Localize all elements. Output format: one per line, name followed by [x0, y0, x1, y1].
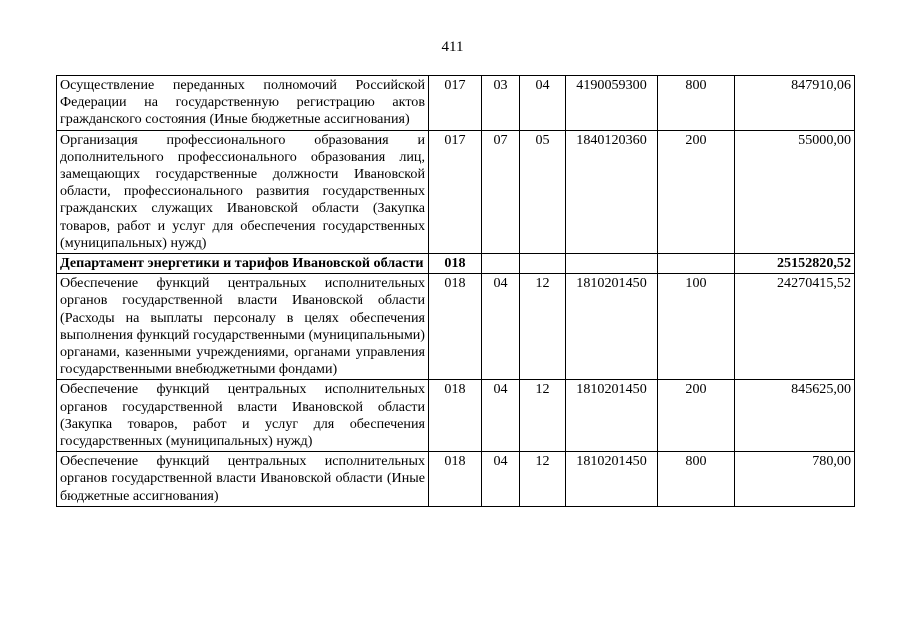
row-ministry-code: 018	[429, 274, 482, 380]
table-row	[57, 274, 855, 380]
row-amount: 845625,00	[735, 380, 855, 452]
department-row	[57, 254, 855, 274]
row-section-code: 07	[482, 130, 520, 253]
row-name: Обеспечение функций центральных исполнительных органов государственной власти Ивановской области (Иные бюджетные ассигнования)	[57, 452, 429, 507]
row-target-article: 1810201450	[566, 380, 658, 452]
row-subsection-code: 04	[520, 76, 566, 131]
row-section-code: 04	[482, 274, 520, 380]
row-target-article: 1810201450	[566, 274, 658, 380]
row-amount: 780,00	[735, 452, 855, 507]
row-target-article: 4190059300	[566, 76, 658, 131]
row-name: Обеспечение функций центральных исполнительных органов государственной власти Ивановской области (Расходы на выплаты персоналу в целях обеспечения выполнения функций государственными (муниципальными) органами, казенными учреждениями, органами управления государственными внебюджетными фондами)	[57, 274, 429, 380]
department-name: Департамент энергетики и тарифов Ивановской области	[57, 254, 429, 274]
row-expense-type: 200	[658, 380, 735, 452]
department-ministry-code: 018	[429, 254, 482, 274]
row-expense-type: 100	[658, 274, 735, 380]
row-amount: 847910,06	[735, 76, 855, 131]
row-subsection-code: 12	[520, 452, 566, 507]
row-target-article: 1810201450	[566, 452, 658, 507]
row-expense-type	[658, 254, 735, 274]
row-ministry-code: 017	[429, 130, 482, 253]
table-row	[57, 76, 855, 131]
row-target-article: 1840120360	[566, 130, 658, 253]
row-subsection-code: 12	[520, 380, 566, 452]
row-expense-type: 800	[658, 452, 735, 507]
row-expense-type: 200	[658, 130, 735, 253]
row-section-code: 04	[482, 380, 520, 452]
row-section-code	[482, 254, 520, 274]
row-section-code: 04	[482, 452, 520, 507]
department-total-amount: 25152820,52	[735, 254, 855, 274]
row-name: Организация профессионального образования и дополнительного профессионального образования лиц, замещающих государственные должности Ивановской области, профессионального развития государственных гражданских служащих Ивановской области (Закупка товаров, работ и услуг для обеспечения государственных (муниципальных) нужд)	[57, 130, 429, 253]
table-row	[57, 452, 855, 507]
row-target-article	[566, 254, 658, 274]
row-name: Осуществление переданных полномочий Российской Федерации на государственную регистрацию актов гражданского состояния (Иные бюджетные ассигнования)	[57, 76, 429, 131]
row-subsection-code: 05	[520, 130, 566, 253]
table-row	[57, 380, 855, 452]
row-ministry-code: 018	[429, 452, 482, 507]
row-amount: 24270415,52	[735, 274, 855, 380]
budget-table	[56, 75, 855, 507]
page-number: 411	[441, 39, 464, 55]
row-ministry-code: 017	[429, 76, 482, 131]
row-name: Обеспечение функций центральных исполнительных органов государственной власти Ивановской области (Закупка товаров, работ и услуг для обеспечения государственных (муниципальных) нужд)	[57, 380, 429, 452]
row-subsection-code	[520, 254, 566, 274]
row-amount: 55000,00	[735, 130, 855, 253]
row-section-code: 03	[482, 76, 520, 131]
row-expense-type: 800	[658, 76, 735, 131]
row-subsection-code: 12	[520, 274, 566, 380]
table-row	[57, 130, 855, 253]
row-ministry-code: 018	[429, 380, 482, 452]
